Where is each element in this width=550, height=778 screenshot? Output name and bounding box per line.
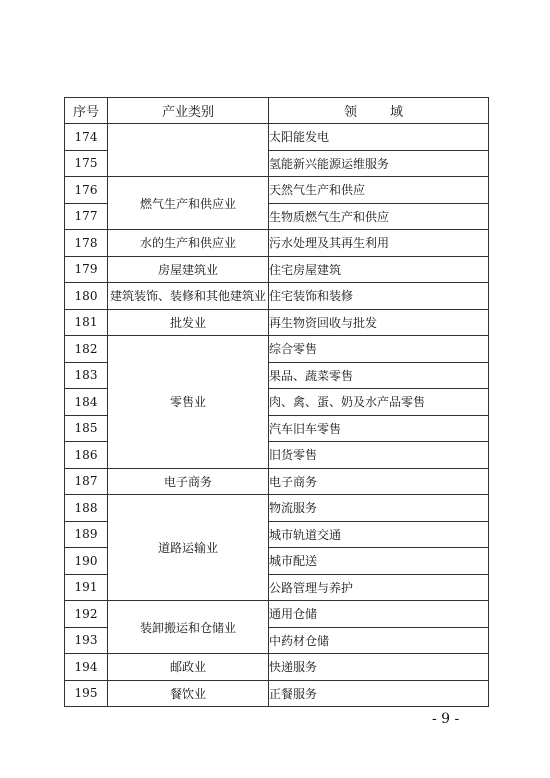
table-row: [65, 654, 489, 681]
domain-cell: 生物质燃气生产和供应: [269, 203, 489, 230]
table-row: [65, 124, 489, 151]
industry-category: 餐饮业: [108, 680, 269, 707]
row-number: 183: [65, 362, 108, 389]
row-number: 175: [65, 150, 108, 177]
domain-cell: 氢能新兴能源运维服务: [269, 150, 489, 177]
industry-category: 道路运输业: [108, 495, 269, 601]
domain-cell: 综合零售: [269, 336, 489, 363]
row-number: 190: [65, 548, 108, 575]
table-row: [65, 680, 489, 707]
domain-cell: 污水处理及其再生利用: [269, 230, 489, 257]
row-number: 195: [65, 680, 108, 707]
header-industry-category: 产业类别: [108, 98, 269, 124]
domain-cell: 中药材仓储: [269, 627, 489, 654]
industry-category: 燃气生产和供应业: [108, 177, 269, 230]
table-row: [65, 309, 489, 336]
industry-category: 批发业: [108, 309, 269, 336]
table-row: [65, 468, 489, 495]
domain-cell: 再生物资回收与批发: [269, 309, 489, 336]
row-number: 187: [65, 468, 108, 495]
table-row: [65, 177, 489, 204]
domain-cell: 物流服务: [269, 495, 489, 522]
domain-cell: 住宅房屋建筑: [269, 256, 489, 283]
domain-cell: 肉、禽、蛋、奶及水产品零售: [269, 389, 489, 416]
domain-cell: 天然气生产和供应: [269, 177, 489, 204]
table-row: [65, 336, 489, 363]
row-number: 174: [65, 124, 108, 151]
table-header-row: [65, 98, 489, 124]
domain-cell: 旧货零售: [269, 442, 489, 469]
row-number: 179: [65, 256, 108, 283]
industry-category: 电子商务: [108, 468, 269, 495]
row-number: 176: [65, 177, 108, 204]
table-row: [65, 601, 489, 628]
row-number: 191: [65, 574, 108, 601]
row-number: 180: [65, 283, 108, 310]
row-number: 177: [65, 203, 108, 230]
row-number: 192: [65, 601, 108, 628]
table-row: [65, 283, 489, 310]
domain-cell: 太阳能发电: [269, 124, 489, 151]
industry-category: 邮政业: [108, 654, 269, 681]
domain-cell: 电子商务: [269, 468, 489, 495]
industry-category: 房屋建筑业: [108, 256, 269, 283]
header-serial: 序号: [65, 98, 108, 124]
domain-cell: 快递服务: [269, 654, 489, 681]
row-number: 193: [65, 627, 108, 654]
industry-category: 建筑装饰、装修和其他建筑业: [108, 283, 269, 310]
domain-cell: 城市轨道交通: [269, 521, 489, 548]
domain-cell: 果品、蔬菜零售: [269, 362, 489, 389]
table-row: [65, 256, 489, 283]
table-row: [65, 495, 489, 522]
row-number: 178: [65, 230, 108, 257]
domain-cell: 公路管理与养护: [269, 574, 489, 601]
industry-category: 装卸搬运和仓储业: [108, 601, 269, 654]
row-number: 182: [65, 336, 108, 363]
row-number: 184: [65, 389, 108, 416]
industry-category: 零售业: [108, 336, 269, 469]
industry-category: [108, 124, 269, 177]
row-number: 194: [65, 654, 108, 681]
domain-cell: 城市配送: [269, 548, 489, 575]
row-number: 189: [65, 521, 108, 548]
row-number: 188: [65, 495, 108, 522]
header-domain: 领 域: [269, 98, 489, 124]
row-number: 185: [65, 415, 108, 442]
domain-cell: 通用仓储: [269, 601, 489, 628]
row-number: 186: [65, 442, 108, 469]
domain-cell: 正餐服务: [269, 680, 489, 707]
row-number: 181: [65, 309, 108, 336]
industry-category: 水的生产和供应业: [108, 230, 269, 257]
page-number: - 9 -: [432, 711, 460, 727]
domain-cell: 住宅装饰和装修: [269, 283, 489, 310]
domain-cell: 汽车旧车零售: [269, 415, 489, 442]
industry-table: [64, 97, 489, 707]
table-row: [65, 230, 489, 257]
